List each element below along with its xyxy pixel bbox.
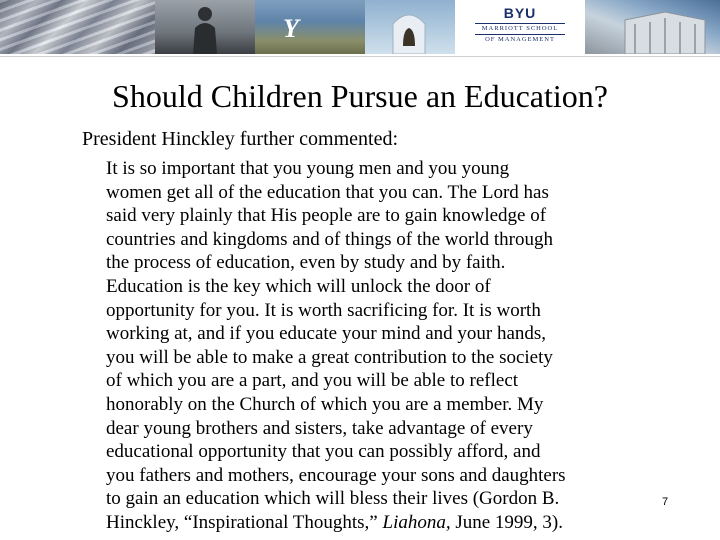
quote-line: to gain an education which will bless their lives (Gordon B. (106, 488, 560, 510)
slide-number: 7 (662, 496, 669, 508)
school-name: MARRIOTT SCHOOL (481, 25, 559, 32)
bell-icon (389, 10, 429, 54)
quote-line: the process of education, even by study and by faith. (106, 252, 506, 274)
quote-line: dear young brothers and sisters, take advantage of every (106, 417, 533, 439)
quote-line: honorably on the Church of which you are a member. My (106, 393, 544, 415)
banner-photo-statue (155, 0, 255, 54)
building-icon (605, 8, 715, 54)
quote-line: of which you are a part, and you will be able to reflect (106, 370, 519, 392)
quote-line: you fathers and mothers, encourage your sons and daughters (106, 464, 566, 486)
quote-line: women get all of the education that you can. The Lord has (106, 181, 549, 203)
byu-marriott-logo (455, 0, 585, 54)
quote-line: countries and kingdoms and of things of the world through (106, 228, 553, 250)
quote-line: opportunity for you. It is worth sacrificing for. It is worth (106, 299, 541, 321)
logo-divider (475, 34, 565, 35)
school-subtitle: OF MANAGEMENT (485, 36, 555, 43)
banner-divider (0, 56, 720, 57)
quote-line: It is so important that you young men and you young (106, 158, 510, 179)
logo-divider (475, 23, 565, 24)
citation-text: Hinckley, “Inspirational Thoughts,” (106, 511, 383, 533)
quote-line: Education is the key which will unlock the door of (106, 275, 491, 297)
byu-logo-text: BYU (503, 5, 537, 21)
quote-citation-line (106, 511, 666, 535)
intro-text: President Hinckley further commented: (82, 128, 399, 150)
mountain-y-icon: Y (283, 14, 297, 43)
banner-photo-tower (585, 0, 720, 54)
statue-icon (185, 4, 225, 54)
slide-title: Should Children Pursue an Education? (112, 78, 608, 114)
quote-line: said very plainly that His people are to gain knowledge of (106, 205, 547, 227)
citation-date: June 1999, 3). (450, 511, 564, 533)
header-banner (0, 0, 720, 56)
quote-line: you will be able to make a great contribution to the society (106, 346, 553, 368)
banner-photo-architecture (0, 0, 155, 54)
citation-source: Liahona, (382, 511, 451, 533)
quote-block (106, 157, 669, 535)
quote-line: working at, and if you educate your mind and your hands, (106, 323, 547, 345)
quote-line: educational opportunity that you can possibly afford, and (106, 441, 541, 463)
banner-photo-bell (365, 0, 455, 54)
banner-photo-mountain (255, 0, 365, 54)
